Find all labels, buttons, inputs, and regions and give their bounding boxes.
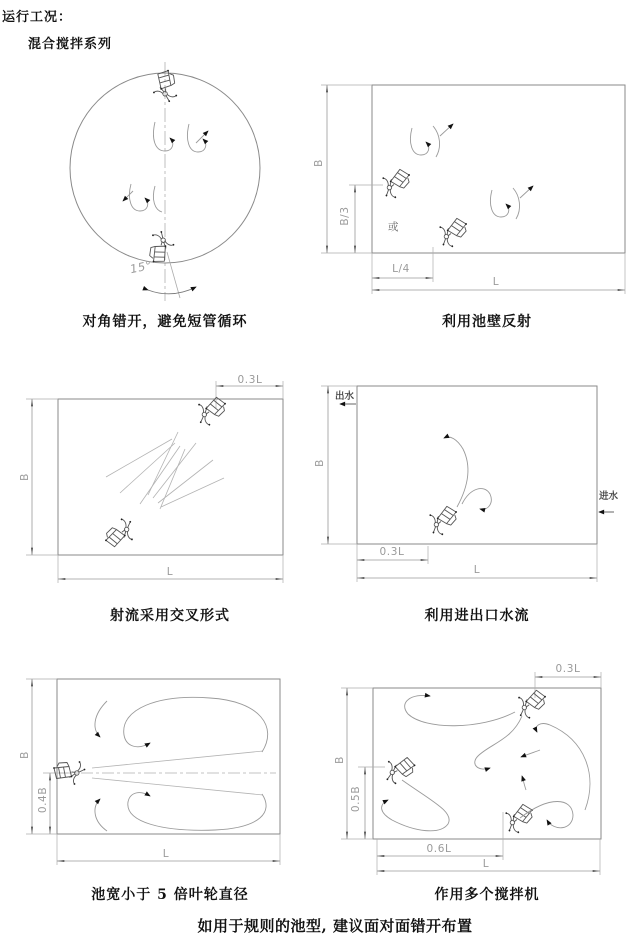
or-label: 或 — [388, 221, 399, 233]
figure-inlet-outlet — [321, 386, 614, 582]
mixer-icon — [432, 211, 472, 251]
caption-narrow-pool: 池宽小于 5 倍叶轮直径 — [91, 887, 249, 903]
mixer-icon — [190, 390, 230, 429]
dim-label-05b: 0.5B — [350, 785, 362, 813]
outlet-label: 出水 — [335, 391, 355, 402]
caption-multiple-mixers: 作用多个搅拌机 — [434, 887, 540, 903]
footer-note: 如用于规则的池型, 建议面对面错开布置 — [197, 917, 473, 935]
dim-label-l: L — [492, 276, 500, 288]
extension-lines — [321, 85, 625, 294]
jet-lines — [106, 432, 224, 509]
caption-circular: 对角错开，避免短管循环 — [82, 314, 248, 330]
figure-narrow-pool — [26, 679, 280, 865]
dim-label-06l: 0.6L — [426, 843, 452, 855]
dim-label-l: L — [166, 566, 174, 578]
dimension-lines — [32, 386, 283, 579]
extension-lines — [341, 672, 601, 875]
dim-label-b: B — [19, 473, 31, 481]
dim-label-l: L — [162, 848, 170, 860]
mixer-icon — [101, 515, 141, 554]
flow-arrows — [444, 437, 491, 509]
dim-label-03l: 0.3L — [237, 374, 263, 386]
mixer-icon — [422, 499, 462, 539]
dim-label-l: L — [482, 858, 490, 870]
mixer-icon — [375, 162, 415, 202]
figure-cross-jets — [26, 381, 283, 583]
mixer-icon — [498, 797, 538, 837]
angle-label: 15° — [128, 257, 154, 277]
mixer-icon — [379, 750, 419, 787]
inlet-label: 进水 — [599, 491, 619, 502]
flow-arrows — [95, 697, 268, 831]
tank-wall — [57, 679, 280, 834]
dim-label-b: B — [314, 459, 326, 467]
tank-wall — [58, 399, 283, 555]
dim-label-b: B — [334, 756, 346, 764]
dim-label-l4: L/4 — [392, 263, 410, 275]
flow-arrows — [123, 122, 208, 212]
dimension-lines — [347, 677, 601, 871]
figure-circular-tank — [70, 62, 260, 301]
extension-lines — [321, 386, 597, 582]
dim-label-b: B — [313, 159, 325, 167]
dim-label-04b: 0.4B — [37, 786, 49, 814]
angle-annotation — [148, 252, 196, 298]
caption-cross-jets: 射流采用交叉形式 — [110, 608, 230, 624]
tank-wall — [372, 85, 625, 253]
tank-wall — [357, 386, 597, 544]
flow-arrows — [410, 124, 533, 219]
caption-wall-reflection: 利用池壁反射 — [442, 314, 532, 330]
dim-label-03l: 0.3L — [555, 663, 581, 675]
page-title: 运行工况： — [2, 10, 73, 25]
mixer-icon — [510, 683, 550, 722]
section-subtitle: 混合搅拌系列 — [28, 37, 113, 52]
dim-label-b: B — [19, 751, 31, 759]
dim-label-b3: B/3 — [339, 206, 351, 226]
dimension-lines — [328, 386, 597, 578]
dim-label-l: L — [473, 564, 481, 576]
figure-wall-reflection — [321, 85, 625, 294]
caption-inlet-outlet: 利用进出口水流 — [424, 608, 530, 624]
figure-multiple-mixers — [341, 672, 601, 875]
mixer-icon — [151, 69, 178, 103]
dim-label-03l: 0.3L — [379, 546, 405, 558]
